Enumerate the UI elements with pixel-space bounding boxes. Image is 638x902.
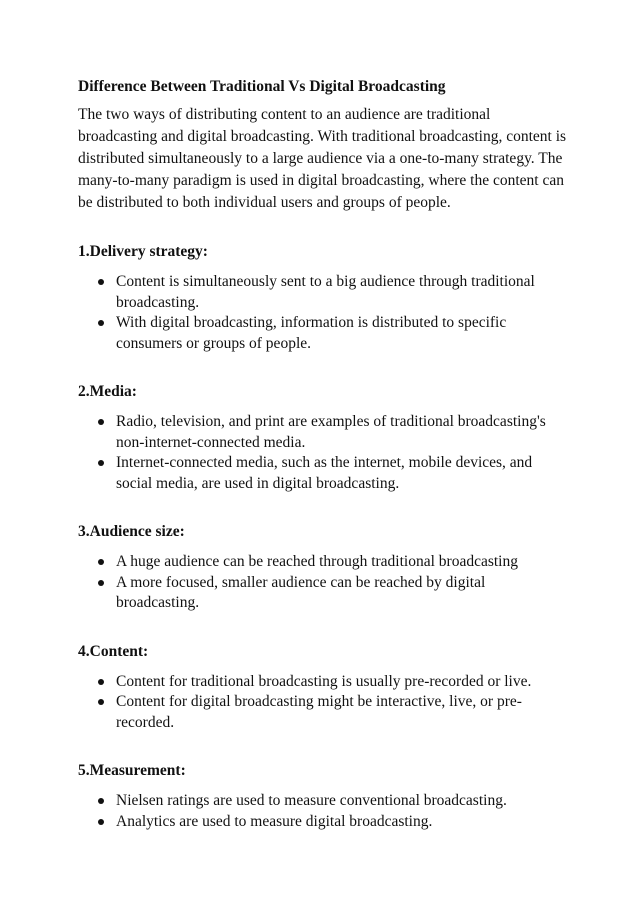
- section-delivery-strategy: [78, 241, 568, 354]
- bullet-item: [78, 672, 568, 693]
- bullet-text: Content for digital broadcasting might be interactive, live, or pre-recorded.: [116, 693, 522, 731]
- bullet-dot-icon: [98, 320, 104, 326]
- bullet-item: [78, 412, 568, 453]
- bullet-list: [78, 552, 568, 614]
- bullet-list: [78, 412, 568, 494]
- bullet-text: A huge audience can be reached through traditional broadcasting: [116, 553, 518, 570]
- bullet-text: A more focused, smaller audience can be reached by digital broadcasting.: [116, 573, 486, 611]
- bullet-dot-icon: [98, 419, 104, 425]
- section-heading: 5.Measurement:: [78, 762, 186, 779]
- document-page: [78, 76, 568, 832]
- section-audience-size: [78, 521, 568, 614]
- bullet-dot-icon: [98, 559, 104, 565]
- section-media: [78, 381, 568, 494]
- bullet-list: [78, 672, 568, 734]
- section-heading: 3.Audience size:: [78, 523, 185, 540]
- document-title: Difference Between Traditional Vs Digital Broadcasting: [78, 78, 446, 95]
- bullet-item: [78, 313, 568, 354]
- section-measurement: [78, 760, 568, 832]
- bullet-text: Content is simultaneously sent to a big audience through traditional broadcasting.: [116, 273, 535, 311]
- bullet-list: [78, 272, 568, 354]
- bullet-dot-icon: [98, 580, 104, 586]
- bullet-list: [78, 791, 568, 832]
- bullet-item: [78, 791, 568, 812]
- bullet-text: Internet-connected media, such as the internet, mobile devices, and social media, are used in digital broadcasting.: [116, 454, 533, 492]
- bullet-item: [78, 573, 568, 614]
- bullet-item: [78, 812, 568, 833]
- bullet-text: Nielsen ratings are used to measure conventional broadcasting.: [116, 792, 507, 809]
- bullet-text: Radio, television, and print are examples of traditional broadcasting's non-internet-connected media.: [116, 413, 546, 451]
- bullet-dot-icon: [98, 460, 104, 466]
- intro-paragraph: The two ways of distributing content to an audience are traditional broadcasting and digital broadcasting. With traditional broadcasting, content is distributed simultaneously to a large audience via a one-to-many strategy. The many-to-many paradigm is used in digital broadcasting, where the content can be distributed to both individual users and groups of people.: [78, 106, 567, 211]
- bullet-item: [78, 272, 568, 313]
- bullet-dot-icon: [98, 679, 104, 685]
- bullet-dot-icon: [98, 798, 104, 804]
- bullet-dot-icon: [98, 279, 104, 285]
- bullet-text: With digital broadcasting, information is distributed to specific consumers or groups of people.: [116, 314, 507, 352]
- bullet-dot-icon: [98, 699, 104, 705]
- section-heading: 2.Media:: [78, 383, 137, 400]
- section-heading: 1.Delivery strategy:: [78, 243, 208, 260]
- bullet-text: Content for traditional broadcasting is usually pre-recorded or live.: [116, 672, 532, 690]
- section-heading: 4.Content:: [78, 642, 149, 660]
- section-content: [78, 641, 568, 734]
- bullet-text: Analytics are used to measure digital broadcasting.: [116, 812, 433, 830]
- bullet-item: [78, 552, 568, 573]
- bullet-item: [78, 453, 568, 494]
- bullet-dot-icon: [98, 819, 104, 825]
- bullet-item: [78, 692, 568, 733]
